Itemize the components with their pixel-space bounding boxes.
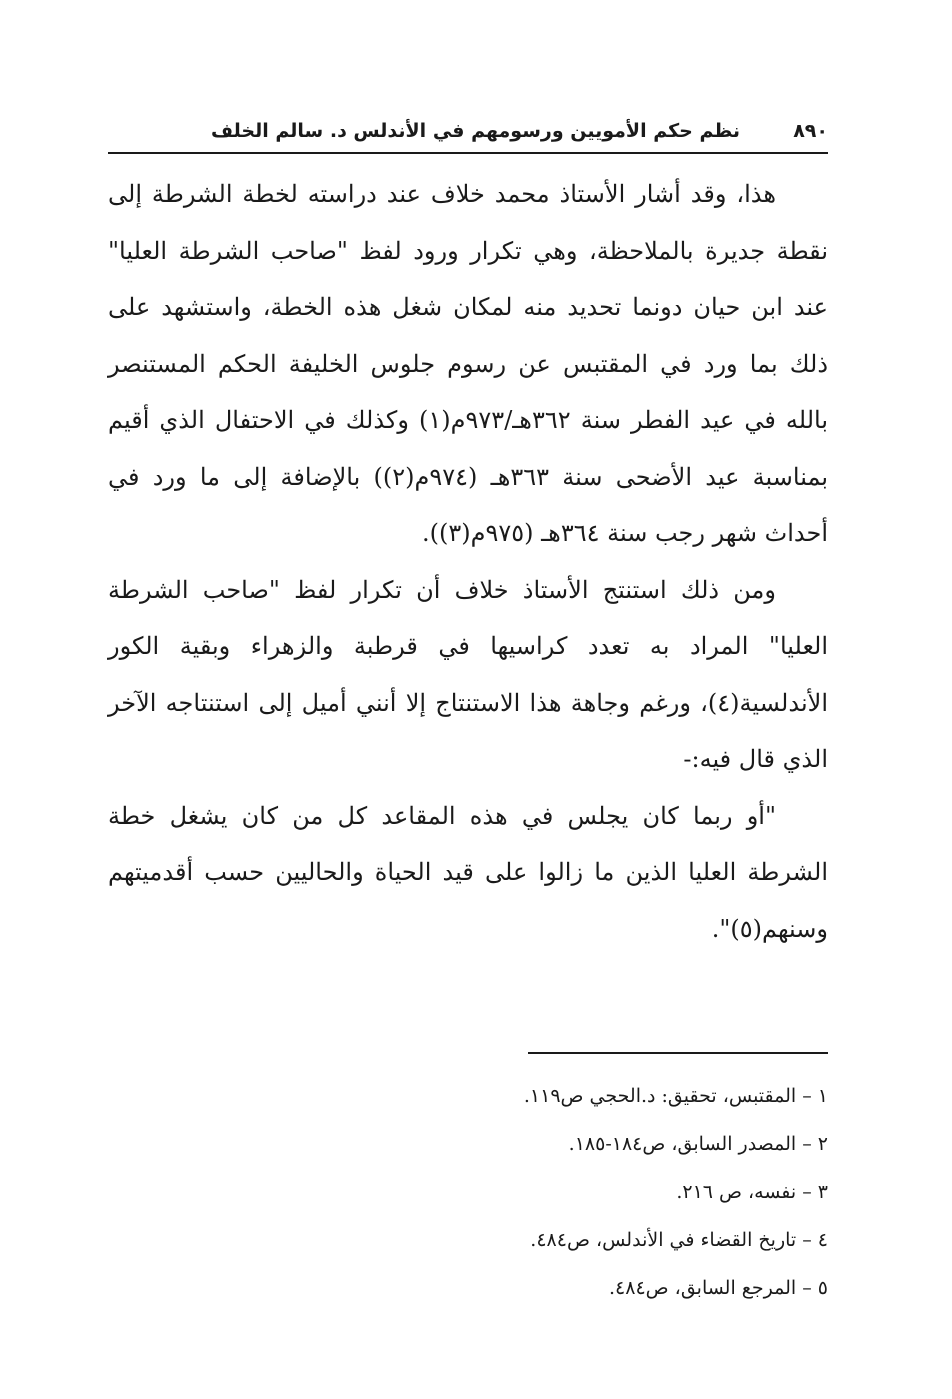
footnote-item: ١ – المقتبس، تحقيق: د.الحجي ص١١٩. xyxy=(523,1085,828,1107)
footnote-item: ٤ – تاريخ القضاء في الأندلس، ص٤٨٤. xyxy=(530,1229,828,1251)
footnote-item: ٣ – نفسه، ص ٢١٦. xyxy=(676,1181,828,1203)
footnote-divider xyxy=(528,1052,828,1054)
page-number: ٨٩٠ xyxy=(793,120,828,142)
footnote-list xyxy=(108,1072,828,1312)
body-text xyxy=(108,166,828,957)
page-content xyxy=(108,112,828,957)
running-header xyxy=(108,112,828,154)
header-title: نظم حكم الأمويين ورسومهم في الأندلس د. سالم الخلف xyxy=(211,120,740,142)
footnote-item: ٢ – المصدر السابق، ص١٨٤-١٨٥. xyxy=(568,1133,828,1155)
footnote-item: ٥ – المرجع السابق، ص٤٨٤. xyxy=(609,1277,828,1299)
footnotes-section xyxy=(108,1052,828,1312)
paragraph: "أو ربما كان يجلس في هذه المقاعد كل من كان يشغل خطة الشرطة العليا الذين ما زالوا على قيد الحياة والحاليين حسب أقدميتهم وسنهم(٥)". xyxy=(108,801,828,943)
paragraph: ومن ذلك استنتج الأستاذ خلاف أن تكرار لفظ "صاحب الشرطة العليا" المراد به تعدد كراسيها في قرطبة والزهراء وبقية الكور الأندلسية(٤)، ورغم وجاهة هذا الاستنتاج إلا أنني أميل إلى استنتاجه الآخر الذي قال فيه:- xyxy=(108,575,828,773)
paragraph: هذا، وقد أشار الأستاذ محمد خلاف عند دراسته لخطة الشرطة إلى نقطة جديرة بالملاحظة، وهي تكرار ورود لفظ "صاحب الشرطة العليا" عند ابن حيان دونما تحديد منه لمكان شغل هذه الخطة، واستشهد على ذلك بما ورد في المقتبس عن رسوم جلوس الخليفة الحكم المستنصر بالله في عيد الفطر سنة ٣٦٢هـ/٩٧٣م(١) وكذلك في الاحتفال الذي أقيم بمناسبة عيد الأضحى سنة ٣٦٣هـ (٩٧٤م(٢)) بالإضافة إلى ما ورد في أحداث شهر رجب سنة ٣٦٤هـ (٩٧٥م(٣)). xyxy=(108,180,829,547)
